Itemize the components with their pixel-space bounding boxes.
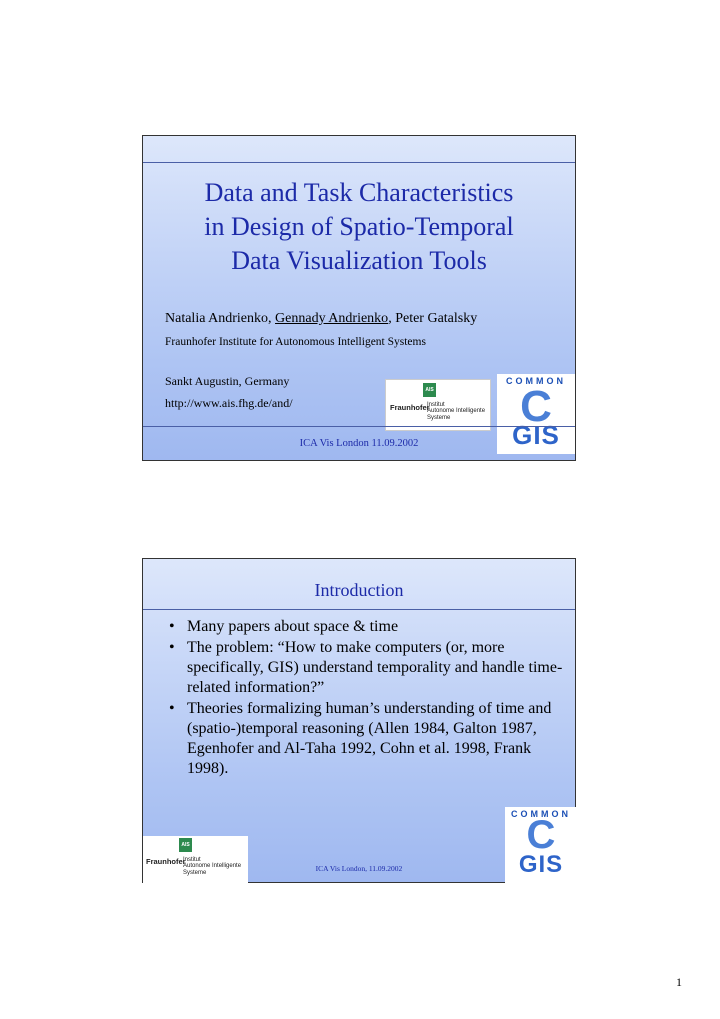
fraunhofer-institute-text: Institut Autonome Intelligente Systeme [183,857,242,876]
authors [165,311,477,327]
author-name-underlined: Gennady Andrienko [275,311,389,326]
website-url: http://www.ais.fhg.de/and/ [165,396,293,410]
ais-badge: AIS [423,383,436,397]
commongis-c-icon: C [526,813,556,857]
introduction-slide [142,558,576,883]
bullet-item: • Many papers about space & time [167,617,567,637]
author-name: Natalia Andrienko, [165,311,276,326]
title-slide [142,135,576,461]
title-line: Data Visualization Tools [231,245,487,275]
fraunhofer-logo [385,379,491,431]
slide-header-bar [143,609,575,610]
commongis-c-icon: C [520,382,552,431]
page-number: 1 [676,975,682,989]
slide-title [143,176,575,277]
fraunhofer-wordmark: Fraunhofer [390,403,430,412]
commongis-gis-text: GIS [518,851,564,878]
title-line: in Design of Spatio-Temporal [204,211,514,241]
institution: Fraunhofer Institute for Autonomous Intelligent Systems [165,336,426,348]
bullet-item: • Theories formalizing human’s understanding of time and (spatio-)temporal reasoning (Allen 1984, Galton 1987, Egenhofer and Al-Taha 1992, Cohn et al. 1998, Frank 1998). [167,699,567,779]
slide-footer-bar [143,426,575,427]
commongis-top-text: COMMON [506,376,566,386]
slide-title: Introduction [314,580,404,600]
title-line: Data and Task Characteristics [204,178,514,207]
commongis-logo [505,807,577,883]
slide-footer: ICA Vis London, 11.09.2002 [315,864,403,873]
fraunhofer-logo [143,836,248,883]
commongis-gis-text: GIS [512,420,560,450]
fraunhofer-institute-text: Institut Autonome Intelligente Systeme [427,402,486,421]
author-name: , Peter Gatalsky [388,311,478,326]
location: Sankt Augustin, Germany [165,374,290,388]
bullet-item: • The problem: “How to make computers (or, more specifically, GIS) understand temporality and handle time-related information?” [167,638,567,698]
commongis-top-text: COMMON [511,809,571,819]
slide-header-bar [143,136,575,163]
slide-footer: ICA Vis London 11.09.2002 [299,438,419,449]
bullet-list [167,617,567,780]
fraunhofer-wordmark: Fraunhofer [146,857,186,866]
ais-badge: AIS [179,838,192,852]
